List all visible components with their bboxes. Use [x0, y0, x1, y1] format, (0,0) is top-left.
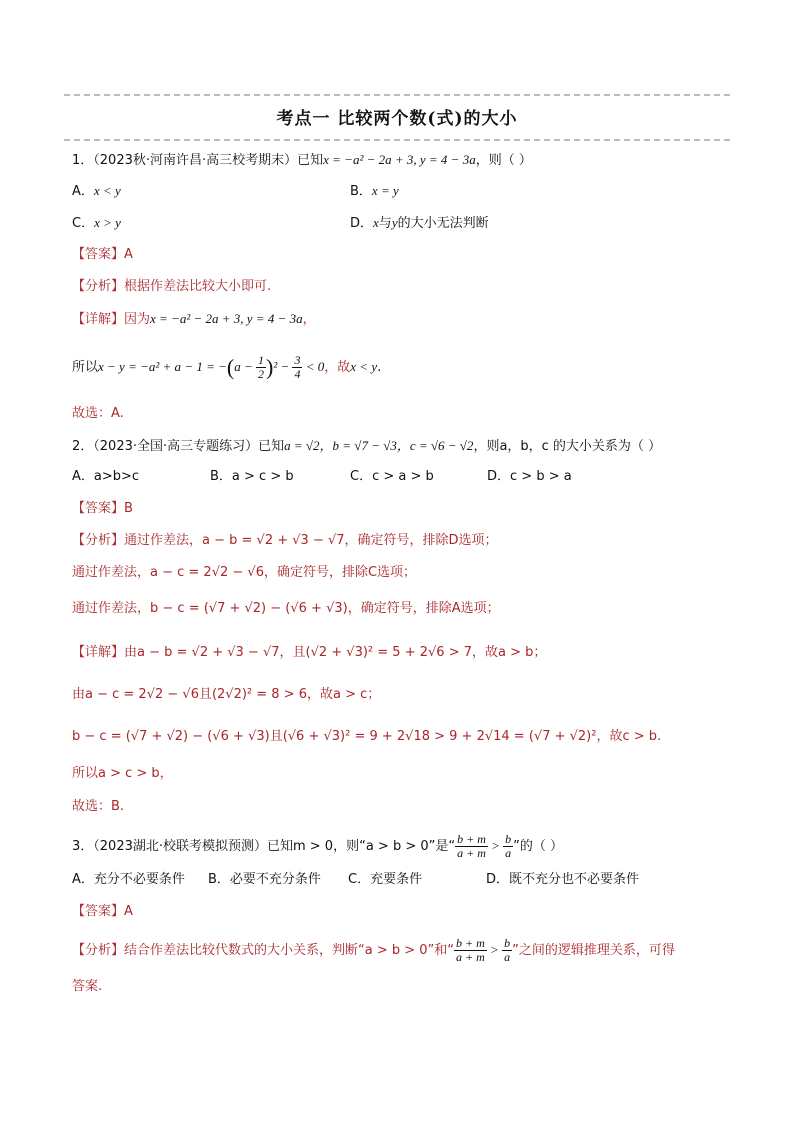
q3-analysis-fraction-left-den: a + m — [456, 950, 485, 964]
q1-left-paren: ( — [226, 354, 235, 380]
q2-detail-tag: 【详解】 — [72, 645, 125, 660]
q2-analysis-2: 通过作差法，a − c = 2√2 − √6，确定符号，排除C选项； — [72, 565, 417, 580]
q3-answer: 【答案】A — [72, 904, 133, 919]
q1-step-math2: ² − — [273, 359, 293, 374]
q1-option-d-math1: x — [373, 215, 379, 230]
q2-detail-1-text: 由a − b = √2 + √3 − √7，且(√2 + √3)² = 5 + 2√6 > 7，故a > b； — [124, 645, 547, 660]
q3-fraction-left — [455, 833, 488, 860]
q2-option-a: A．a>b>c — [72, 469, 140, 484]
q2-detail-1 — [72, 644, 546, 662]
q1-option-d-mid: 与 — [378, 216, 392, 231]
q1-answer: 【答案】A — [72, 247, 133, 262]
q1-option-b — [350, 182, 399, 201]
q1-option-d-math2: y — [391, 215, 398, 230]
q3-analysis-fraction-right-den: a — [504, 950, 511, 964]
q3-option-d: D．既不充分也不必要条件 — [486, 872, 640, 887]
q2-choose: 故选：B. — [72, 799, 125, 814]
q2-option-c: C．c > a > b — [350, 469, 434, 484]
q3-stem — [72, 828, 563, 865]
q1-analysis — [72, 278, 271, 296]
q3-analysis — [72, 932, 675, 969]
q1-option-d — [350, 214, 489, 233]
q1-option-c — [72, 214, 121, 233]
q3-stem-prefix: 3．（2023湖北·校联考模拟预测）已知m > 0，则“a > b > 0”是“ — [72, 839, 456, 854]
q1-step-math1: x − y = −a² + a − 1 = − — [98, 359, 227, 374]
q2-stem — [72, 437, 661, 456]
q1-option-c-label: C． — [72, 216, 95, 231]
q3-stem-suffix: ”的（ ） — [513, 839, 564, 854]
q3-analysis-fraction-right-num: b — [504, 936, 511, 950]
q3-option-b: B．必要不充分条件 — [208, 872, 321, 887]
q1-analysis-tag: 【分析】 — [72, 279, 125, 294]
q1-detail-suffix: ， — [302, 312, 316, 327]
q3-analysis-pre: 结合作差法比较代数式的大小关系，判断“a > b > 0”和“ — [124, 943, 455, 958]
q3-analysis-fraction-left — [454, 937, 487, 964]
q1-derivation — [72, 350, 381, 385]
q3-fraction-right-den: a — [505, 846, 512, 860]
q1-half-num: 1 — [257, 353, 264, 367]
q2-answer: 【答案】B — [72, 501, 133, 516]
q3-option-a: A．充分不必要条件 — [72, 872, 185, 887]
q1-choose: 故选：A. — [72, 406, 124, 421]
q3-fraction-left-den: a + m — [457, 846, 486, 860]
q2-detail-2: 由a − c = 2√2 − √6且(2√2)² = 8 > 6，故a > c； — [72, 687, 381, 702]
q2-stem-math: a = √2，b = √7 − √3，c = √6 − √2 — [284, 438, 474, 453]
top-dashed-divider — [64, 94, 730, 96]
q3-option-c: C．充要条件 — [348, 872, 423, 887]
q1-option-d-text: 的大小无法判断 — [397, 216, 489, 231]
q1-step-paren: a − — [234, 359, 256, 374]
q3-analysis-tag: 【分析】 — [72, 943, 125, 958]
q1-detail — [72, 310, 316, 329]
q1-detail-tag: 【详解】 — [72, 312, 125, 327]
q1-detail-math: x = −a² − 2a + 3, y = 4 − 3a — [150, 311, 303, 326]
title-dashed-divider — [64, 139, 730, 141]
q2-stem-suffix: ，则a，b，c 的大小关系为（ ） — [473, 439, 662, 454]
q3-gt: > — [487, 838, 504, 853]
q3-analysis-post: ”之间的逻辑推理关系，可得 — [512, 943, 675, 958]
q1-step-math3: < 0 — [302, 359, 325, 374]
q1-half-den: 2 — [257, 367, 264, 381]
q1-stem-math: x = −a² − 2a + 3, y = 4 − 3a — [323, 152, 476, 167]
q3-analysis-fraction-right — [502, 937, 512, 964]
q1-detail-prefix: 因为 — [124, 312, 151, 327]
q1-step-end: . — [377, 360, 382, 375]
q1-option-c-math: x > y — [94, 215, 121, 230]
q1-analysis-text: 根据作差法比较大小即可. — [124, 279, 272, 294]
q1-option-a-math: x < y — [93, 183, 121, 198]
q1-quarter-den: 4 — [294, 367, 301, 381]
q1-quarter-num: 3 — [294, 353, 301, 367]
q1-step-math4: x < y — [350, 359, 378, 374]
q3-fraction-left-num: b + m — [457, 832, 486, 846]
q1-stem-prefix: 1．（2023秋·河南许昌·高三校考期末）已知 — [72, 153, 324, 168]
q1-step-prefix: 所以 — [72, 360, 99, 375]
q2-analysis-tag: 【分析】 — [72, 533, 125, 548]
q2-stem-prefix: 2．（2023·全国·高三专题练习）已知 — [72, 439, 285, 454]
q3-analysis-end: 答案. — [72, 979, 103, 994]
q1-option-a-label: A． — [72, 184, 94, 199]
q1-stem — [72, 151, 532, 170]
q2-detail-4: 所以a > c > b， — [72, 766, 173, 781]
q2-option-d: D．c > b > a — [487, 469, 572, 484]
q3-analysis-fraction-left-num: b + m — [456, 936, 485, 950]
q2-option-b: B．a > c > b — [210, 469, 294, 484]
q1-quarter-fraction — [292, 354, 302, 381]
q3-analysis-gt: > — [486, 942, 503, 957]
q3-fraction-right — [503, 833, 513, 860]
page-title: 考点一 比较两个数(式)的大小 — [276, 109, 518, 129]
q1-half-fraction — [256, 354, 266, 381]
q1-option-d-label: D． — [350, 216, 374, 231]
q2-analysis-1 — [72, 532, 498, 550]
q2-detail-3: b − c = (√7 + √2) − (√6 + √3)且(√6 + √3)² = 9 + 2√18 > 9 + 2√14 = (√7 + √2)²，故c > b. — [72, 729, 662, 744]
q1-right-paren: ) — [265, 354, 274, 380]
q2-analysis-3: 通过作差法，b − c = (√7 + √2) − (√6 + √3)，确定符号，排除A选项； — [72, 601, 500, 616]
q1-option-b-label: B． — [350, 184, 372, 199]
q1-option-b-math: x = y — [371, 183, 399, 198]
q2-analysis-1-text: 通过作差法，a − b = √2 + √3 − √7，确定符号，排除D选项； — [124, 533, 498, 548]
q1-step-mid: ，故 — [324, 360, 351, 375]
q1-stem-suffix: ，则（ ） — [475, 153, 532, 168]
q1-option-a — [72, 182, 121, 201]
q3-fraction-right-num: b — [505, 832, 512, 846]
